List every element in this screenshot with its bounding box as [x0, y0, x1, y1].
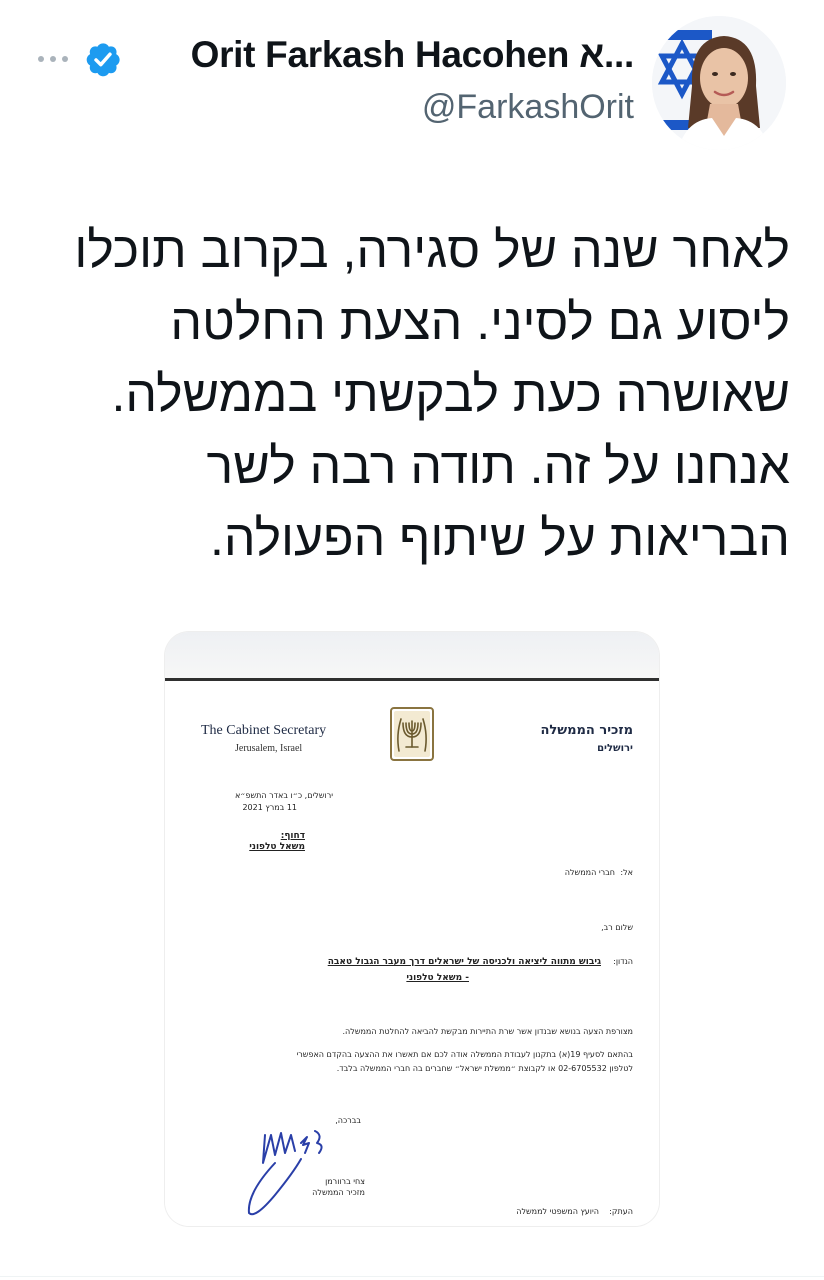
tweet-text-line: לאחר שנה של סגירה, בקרוב תוכלו	[74, 222, 790, 278]
doc-closing: בברכה,	[335, 1116, 361, 1125]
doc-to-value: חברי הממשלה	[564, 868, 615, 877]
doc-signer-name: צחי ברוורמן	[325, 1177, 365, 1186]
tweet-text-line: ליסוע גם לסיני. הצעת החלטה	[170, 294, 790, 350]
doc-signer-title: מזכיר הממשלה	[312, 1188, 365, 1197]
doc-greeting: שלום רב,	[601, 923, 633, 932]
doc-body-line2: בהתאם לסעיף 19(א) בתקנון לעבודת הממשלה אודה לכם אם תאשרו את ההצעה בהקדם האפשרי	[296, 1050, 633, 1059]
profile-photo	[652, 16, 786, 150]
doc-date-hebrew: ירושלים, כ״ו באדר התשפ״א	[234, 791, 333, 800]
doc-to-label: אל:	[620, 868, 633, 877]
tweet-media-image[interactable]	[165, 632, 659, 1226]
doc-cc-value: היועץ המשפטי לממשלה	[516, 1207, 599, 1216]
doc-subject-label: הנדון:	[613, 957, 633, 966]
author-handle[interactable]: @FarkashOrit	[421, 88, 634, 126]
doc-subject-line2: - משאל טלפוני	[406, 973, 469, 983]
doc-body-line3: לטלפון 02-6705532 או לקבוצת ״ממשלת ישראל״ שחברים בה חברי הממשלה בלבד.	[336, 1064, 633, 1073]
doc-date-gregorian: 11 במרץ 2021	[242, 803, 297, 812]
doc-subject-line1: גיבוש מתווה ליציאה ולכניסה של ישראלים דרך מעבר הגבול טאבה	[327, 957, 601, 967]
author-display-name[interactable]: Orit Farkash Hacohen א...	[190, 34, 634, 75]
tweet-text-line: הבריאות על שיתוף הפעולה.	[209, 510, 790, 566]
doc-cc-label: העתק:	[609, 1207, 633, 1216]
divider	[0, 1276, 824, 1277]
media-top-strip	[165, 632, 659, 681]
doc-he-title: מזכיר הממשלה	[540, 723, 633, 738]
doc-en-subtitle: Jerusalem, Israel	[235, 743, 303, 754]
doc-en-title: The Cabinet Secretary	[201, 723, 327, 738]
tweet-text-line: שאושרה כעת לבקשתי בממשלה.	[111, 366, 790, 422]
handwritten-signature	[235, 1113, 345, 1223]
avatar[interactable]	[652, 16, 786, 150]
more-dots-icon[interactable]	[38, 52, 68, 66]
doc-phone-poll: משאל טלפוני	[249, 842, 305, 852]
tweet-text-line: אנחנו על זה. תודה רבה לשר	[206, 438, 790, 494]
doc-body-line1: מצורפת הצעה בנושא שבנדון אשר שרת התיירות מבקשת להביאה להחלטת הממשלה.	[342, 1027, 633, 1036]
document-page	[165, 681, 659, 1226]
doc-urgent-label: דחוף:	[280, 831, 305, 841]
verified-badge-icon	[84, 40, 122, 78]
doc-he-subtitle: ירושלים	[597, 743, 633, 754]
state-emblem-icon	[390, 707, 434, 761]
tweet-text	[30, 214, 790, 574]
